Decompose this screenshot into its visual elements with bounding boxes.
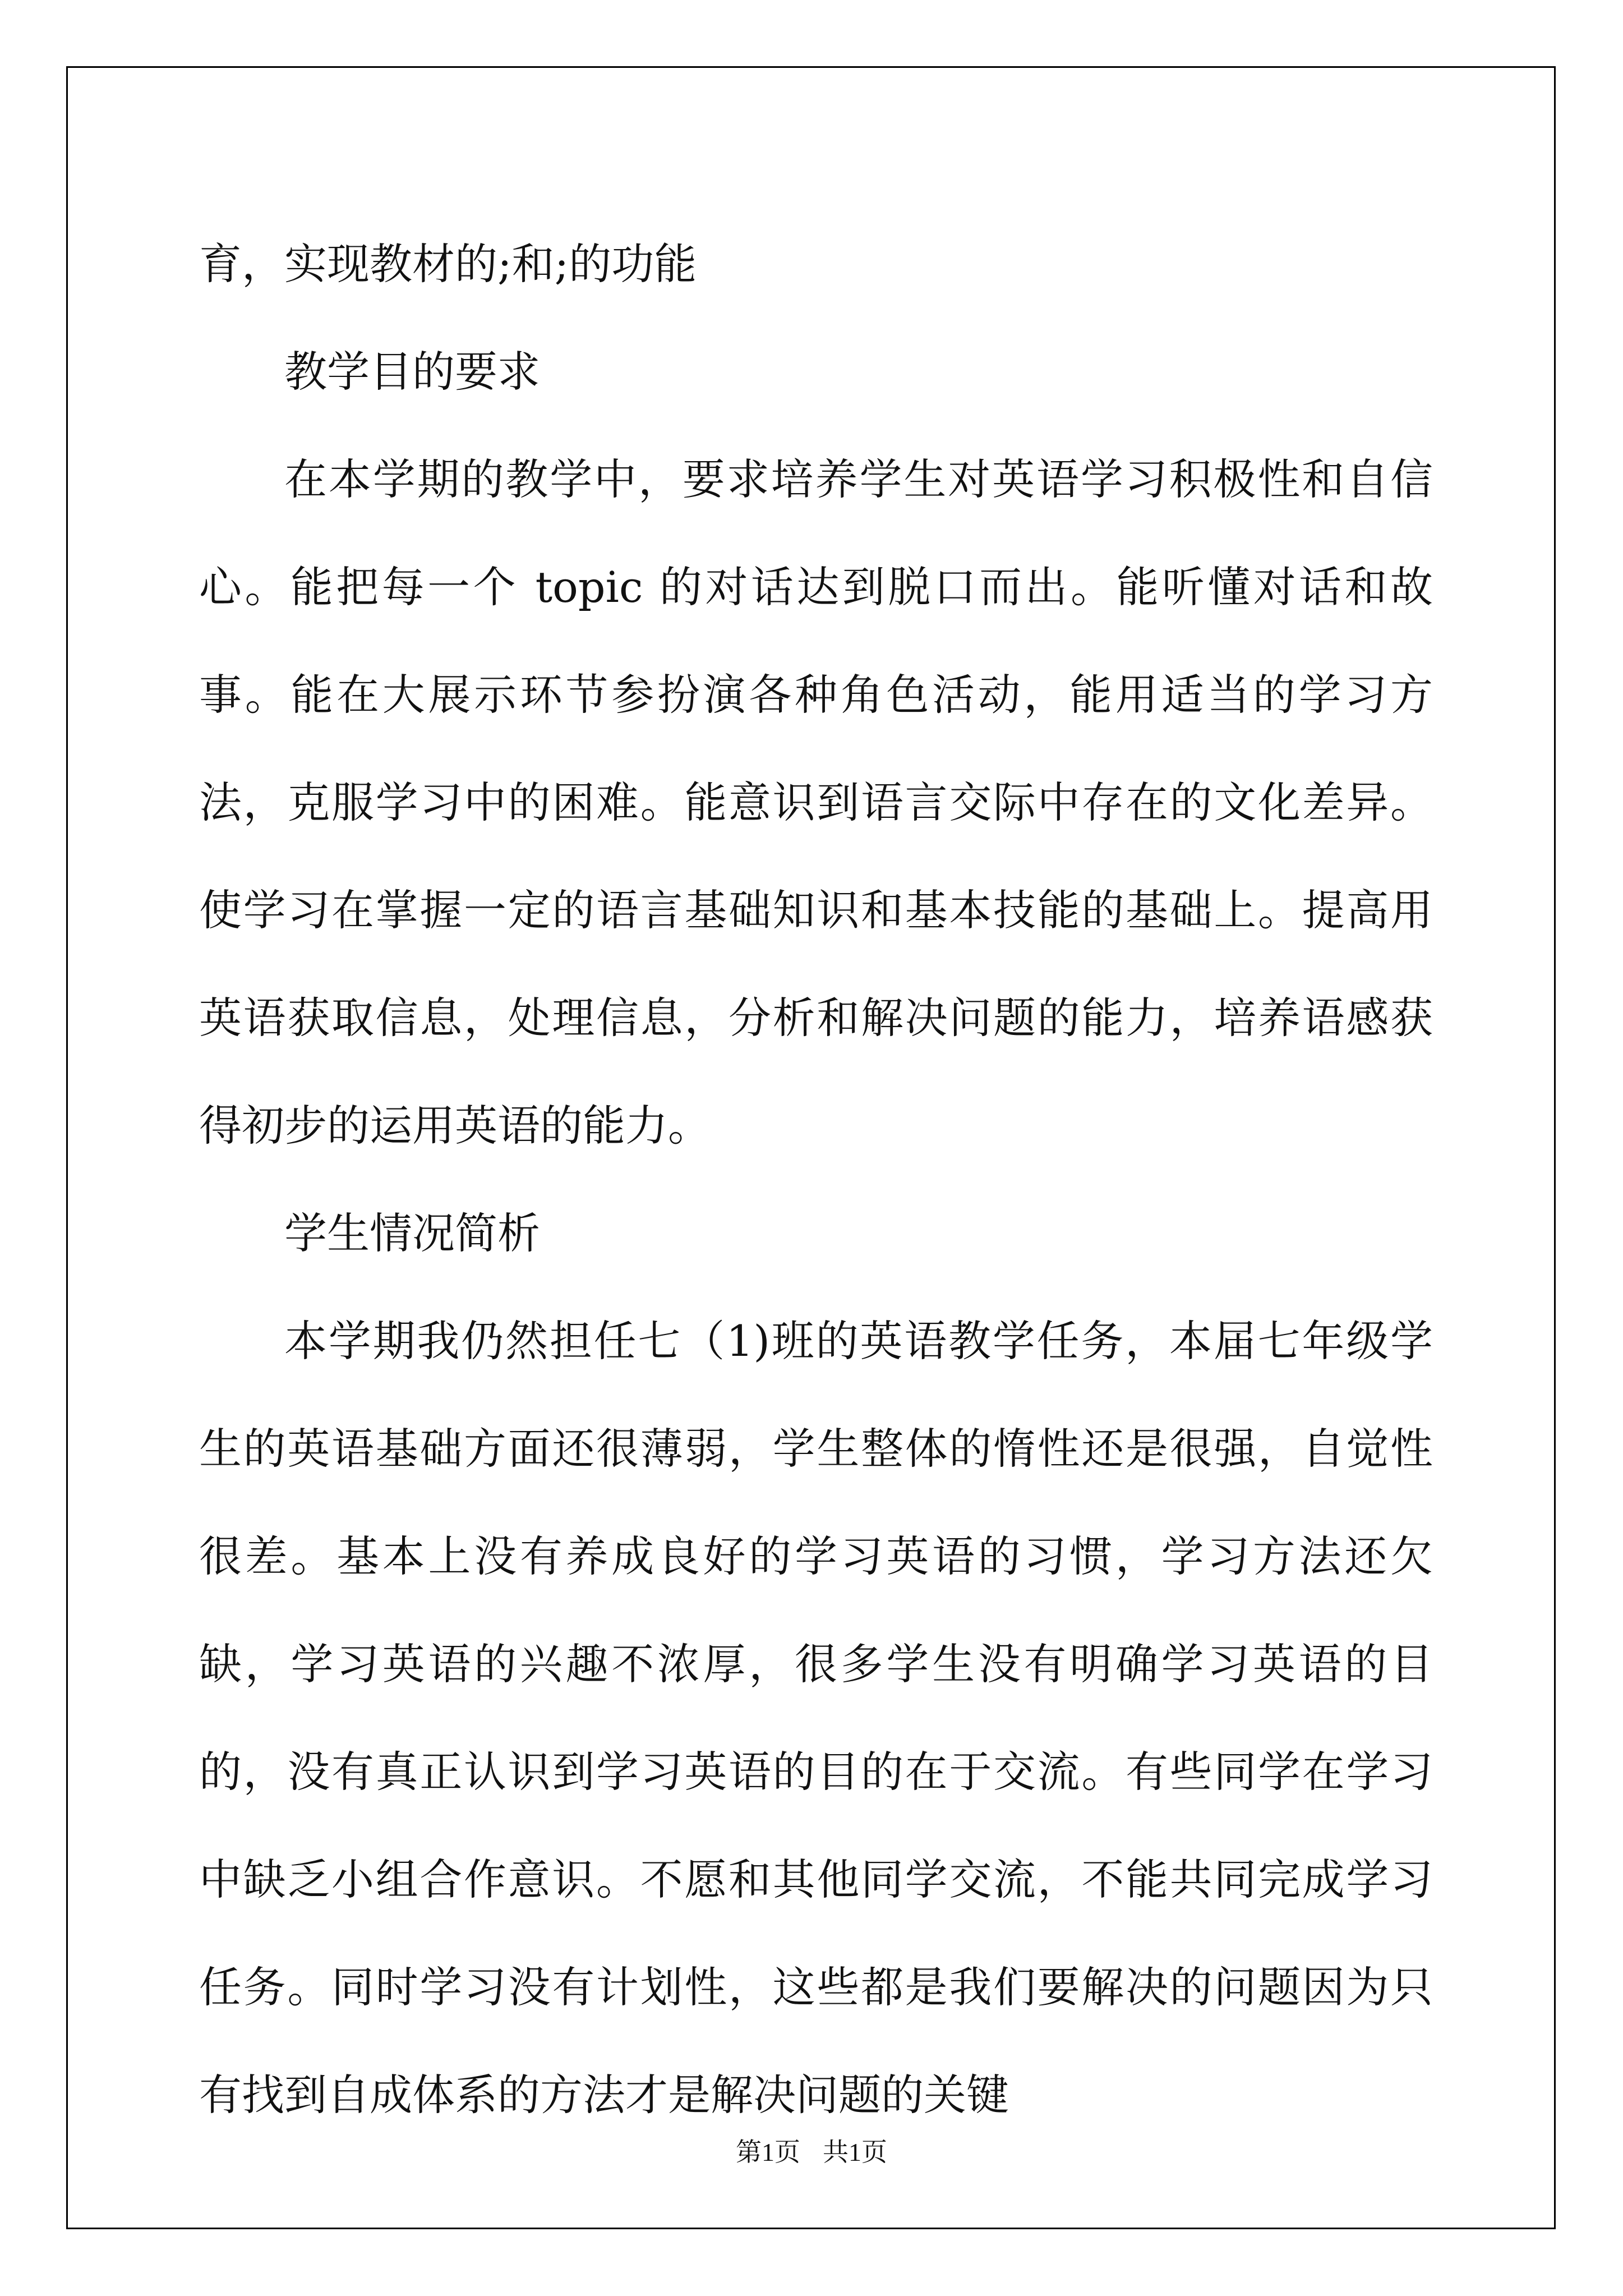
section-heading-teaching-goals: 教学目的要求 <box>284 347 540 397</box>
paragraph-teaching-goals: 在本学期的教学中，要求培养学生对英语学习积极性和自信心。能把每一个 topic 的对话达到脱口而出。能听懂对话和故事。能在大展示环节参扮演各种角色活动，能用适当的学习方法，克服学习中的困难。能意识到语言交际中存在的文化差异。使学习在掌握一定的语言基础知识和基本技能的基础上。提高用英语获取信息，处理信息，分析和解决问题的能力，培养语感获得初步的运用英语的能力。 <box>199 454 1433 1151</box>
page-footer <box>0 2132 1623 2169</box>
paragraph-continuation: 育，实现教材的;和;的功能 <box>199 239 697 289</box>
page-total: 共1页 <box>823 2138 887 2166</box>
paragraph-student-analysis: 本学期我仍然担任七（1)班的英语教学任务，本届七年级学生的英语基础方面还很薄弱，学生整体的惰性还是很强，自觉性很差。基本上没有养成良好的学习英语的习惯，学习方法还欠缺，学习英语的兴趣不浓厚，很多学生没有明确学习英语的目的，没有真正认识到学习英语的目的在于交流。有些同学在学习中缺乏小组合作意识。不愿和其他同学交流，不能共同完成学习任务。同时学习没有计划性，这些都是我们要解决的问题因为只有找到自成体系的方法才是解决问题的关键 <box>199 1316 1433 2120</box>
section-heading-student-analysis: 学生情况简析 <box>284 1208 540 1258</box>
document-body <box>199 210 1433 2149</box>
page-number: 第1页 <box>736 2138 800 2166</box>
